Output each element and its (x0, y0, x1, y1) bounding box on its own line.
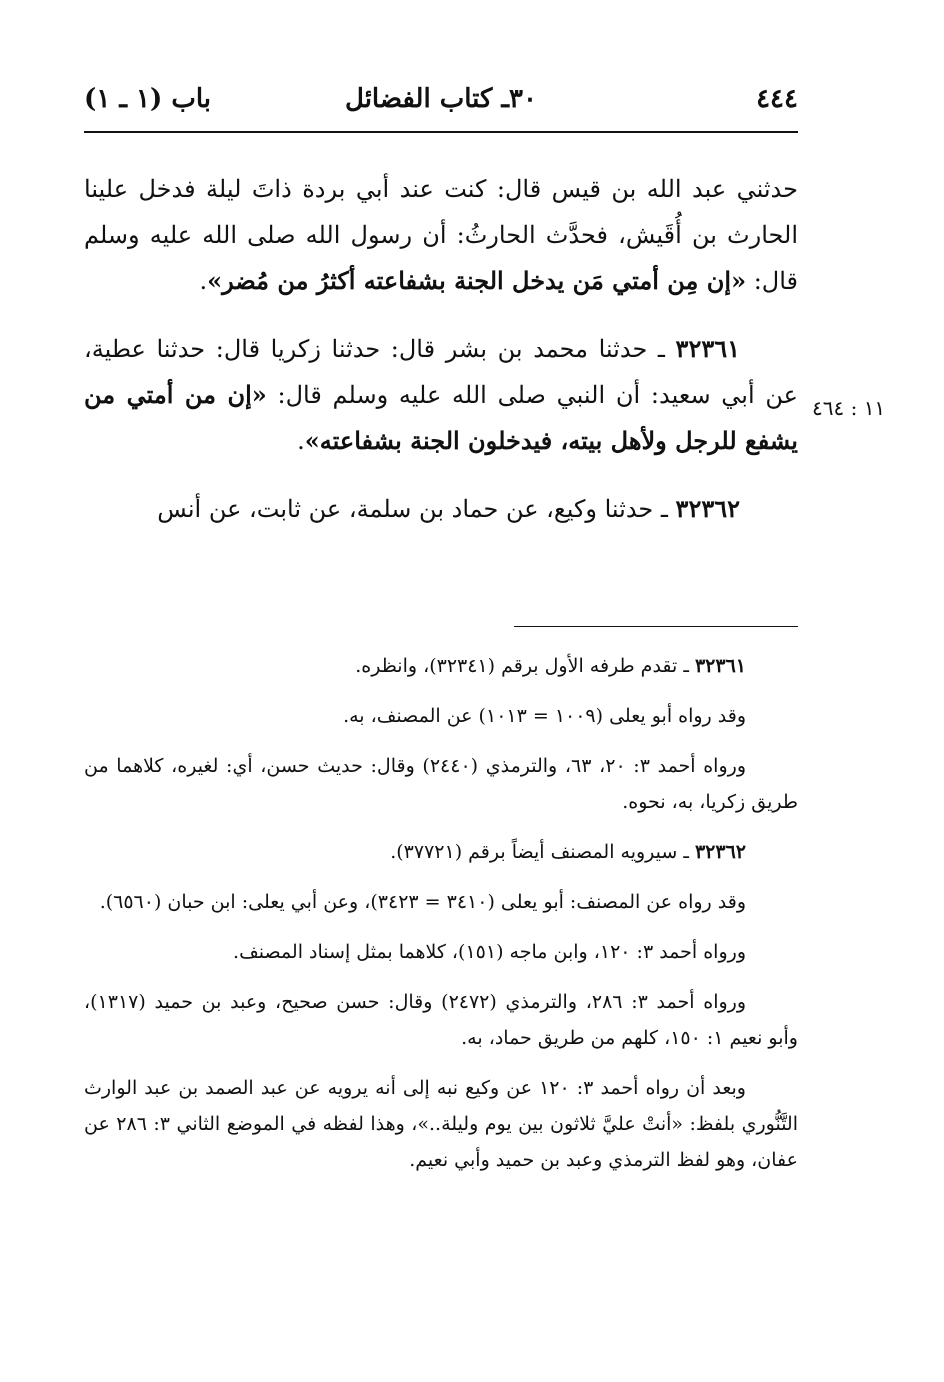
paragraph-3 (84, 486, 798, 532)
footnote-text: ـ تقدم طرفه الأول برقم (٣٢٣٤١)، وانظره. (355, 655, 695, 677)
footnote-number: ٣٢٣٦٢ (694, 841, 746, 863)
footnote (84, 834, 798, 870)
footnote (84, 1070, 798, 1178)
footnote (84, 698, 798, 734)
footnote (84, 748, 798, 820)
hadith-quote-1: «إن مِن أمتي مَن يدخل الجنة بشفاعته أكثرُ من مُضر» (207, 266, 747, 295)
footnote-text: وبعد أن رواه أحمد ٣: ١٢٠ عن وكيع نبه إلى أنه يرويه عن عبد الصمد بن عبد الوارث التَّنُّوري بلفظ: «أنتْ عليَّ ثلاثون بين يوم وليلة..»، وهذا لفظه في الموضع الثاني ٣: ٢٨٦ عن عفان، وهو لفظ الترمذي وعبد بن حميد وأبي نعيم. (84, 1077, 798, 1171)
book-title: ٣٠ـ كتاب الفضائل (345, 84, 537, 114)
footnote-text: ورواه أحمد ٣: ٢٨٦، والترمذي (٢٤٧٢) وقال: حسن صحيح، وعبد بن حميد (١٣١٧)، وأبو نعيم ١: ١٥٠، كلهم من طريق حماد، به. (84, 991, 798, 1049)
footnote-number: ٣٢٣٦١ (694, 655, 746, 677)
paragraph-2 (84, 326, 798, 464)
footnotes (84, 648, 798, 1192)
paragraph-3-text: ـ حدثنا وكيع، عن حماد بن سلمة، عن ثابت، عن أنس (157, 495, 676, 523)
footnote (84, 648, 798, 684)
page-header (84, 84, 798, 128)
chapter-label: باب (١ ـ ١) (84, 84, 211, 114)
hadith-number-32361: ٣٢٣٦١ (675, 334, 740, 363)
page-number: ٤٤٤ (756, 84, 798, 114)
paragraph-1-end: . (199, 267, 208, 295)
footnote-text: ـ سيرويه المصنف أيضاً برقم (٣٧٧٢١). (390, 841, 695, 863)
footnote-text: وقد رواه عن المصنف: أبو يعلى (٣٤١٠ = ٣٤٢٣)، وعن أبي يعلى: ابن حبان (٦٥٦٠). (99, 891, 746, 913)
footnote-text: ورواه أحمد ٣: ١٢٠، وابن ماجه (١٥١)، كلاهما بمثل إسناد المصنف. (233, 941, 746, 963)
footnote (84, 884, 798, 920)
footnote-separator (514, 626, 798, 627)
footnote (84, 984, 798, 1056)
main-text (84, 166, 798, 554)
footnote (84, 934, 798, 970)
paragraph-1 (84, 166, 798, 304)
margin-reference: ١١ : ٤٦٤ (812, 396, 886, 420)
paragraph-1-text: حدثني عبد الله بن قيس قال: كنت عند أبي بردة ذاتَ ليلة فدخل علينا الحارث بن أُقَيش، فحدَّث الحارثُ: أن رسول الله صلى الله عليه وسلم قال: (84, 175, 798, 295)
footnote-text: وقد رواه أبو يعلى (١٠٠٩ = ١٠١٣) عن المصنف، به. (343, 705, 746, 727)
hadith-number-32362: ٣٢٣٦٢ (675, 494, 740, 523)
footnote-text: ورواه أحمد ٣: ٢٠، ٦٣، والترمذي (٢٤٤٠) وقال: حديث حسن، أي: لغيره، كلاهما من طريق زكريا، به، نحوه. (84, 755, 798, 813)
header-rule (84, 131, 798, 133)
paragraph-2-text: ـ حدثنا محمد بن بشر قال: حدثنا زكريا قال: حدثنا عطية، عن أبي سعيد: أن النبي صلى الله عليه وسلم قال: (84, 335, 798, 409)
paragraph-2-end: . (297, 427, 305, 455)
hadith-quote-2: «إن من أمتي من يشفع للرجل ولأهل بيته، فيدخلون الجنة بشفاعته» (84, 380, 798, 455)
